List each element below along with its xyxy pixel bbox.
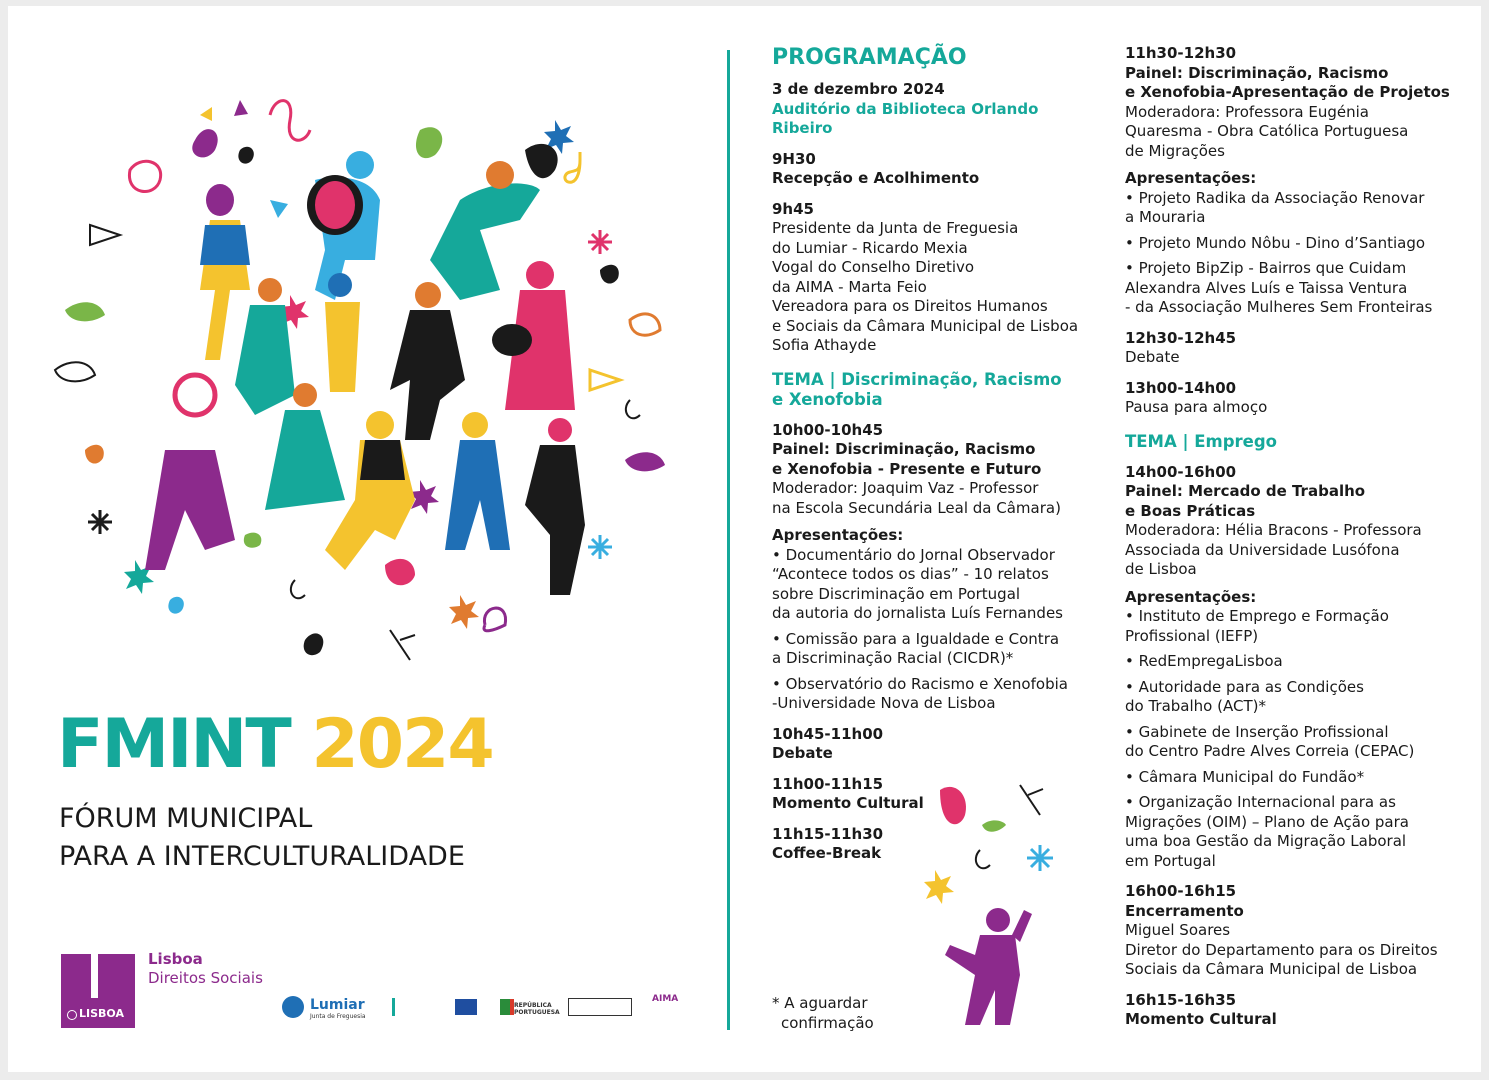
panel-moderator: na Escola Secundária Leal da Câmara) [772,498,1061,517]
panel-block [1125,463,1465,872]
lisboa-logo [61,954,135,1028]
brand-year: 2024 [311,705,493,784]
aima-logo-text: AIMA [652,994,679,1004]
schedule-text: Debate [1125,348,1180,366]
presentation-line: Profissional (IEFP) [1125,626,1259,645]
schedule-title: Encerramento [1125,901,1244,920]
panel-moderator: Associada da Universidade Lusófona [1125,540,1400,559]
panel-title: e Xenofobia-Apresentação de Projetos [1125,83,1450,101]
schedule-time: 16h00-16h15 [1125,882,1237,900]
panel-moderator: Moderadora: Professora Eugénia [1125,102,1369,121]
presentation-item [1125,234,1465,254]
presentation-item [1125,259,1465,318]
presentation-line: Alexandra Alves Luís e Taissa Ventura [1125,278,1408,297]
presentation-line: • Câmara Municipal do Fundão* [1125,767,1365,786]
presentation-item [1125,652,1465,672]
schedule-text: e Sociais da Câmara Municipal de Lisboa [772,316,1079,335]
presentation-line: “Acontece todos os dias” - 10 relatos [772,565,1049,583]
programme-column-1 [772,44,1112,875]
schedule-text: Miguel Soares [1125,921,1231,939]
presentation-item [772,630,1112,669]
lisboa-org-name: Lisboa [148,950,203,968]
schedule-time: 9h45 [772,199,814,218]
schedule-title: Momento Cultural [1125,1010,1277,1028]
schedule-text: Sofia Athayde [772,336,877,354]
event-subtitle [59,800,465,876]
panel-block [1125,44,1465,318]
presentation-item [772,675,1112,714]
schedule-time: 14h00-16h00 [1125,462,1237,481]
schedule-item [1125,379,1465,418]
fund-logo-icon [392,998,435,1016]
column-divider [727,50,730,1030]
schedule-text: Diretor do Departamento para os Direitos [1125,940,1438,959]
panel-title: Painel: Mercado de Trabalho [1125,482,1366,500]
schedule-item [772,150,1112,189]
presentation-line: • Observatório do Racismo e Xenofobia [772,674,1068,693]
theme-heading: TEMA | Emprego [1125,431,1277,451]
lumiar-logo-sub: Junta de Freguesia [310,1013,366,1020]
theme-line: TEMA | Discriminação, Racismo [772,369,1062,389]
presentation-line: • Projeto Radika da Associação Renovar [1125,188,1425,207]
schedule-time: 11h30-12h30 [1125,44,1237,62]
subtitle-line: PARA A INTERCULTURALIDADE [59,841,465,872]
note-line: * A aguardar [772,994,868,1012]
schedule-item [1125,329,1465,368]
schedule-title: Coffee-Break [772,844,882,862]
lisboa-logo-text: LISBOA [79,1007,124,1020]
presentation-line: Migrações (OIM) – Plano de Ação para [1125,812,1409,831]
schedule-item [772,725,1112,764]
republica-logo-icon [500,999,514,1015]
schedule-time: 11h15-11h30 [772,824,884,843]
subtitle-line: FÓRUM MUNICIPAL [59,803,313,834]
panel-moderator: Moderadora: Hélia Bracons - Professora [1125,521,1422,539]
presentation-line: • Documentário do Jornal Observador [772,545,1055,564]
presentation-item [1125,793,1465,871]
panel-title: Painel: Discriminação, Racismo [772,440,1036,458]
schedule-text: Vogal do Conselho Diretivo [772,258,975,276]
presentations-label: Apresentações: [1125,587,1257,606]
panel-title: Painel: Discriminação, Racismo [1125,63,1389,82]
programme-heading: PROGRAMAÇÃO [772,45,967,70]
presentation-line: • Comissão para a Igualdade e Contra [772,629,1060,648]
presentation-line: • Gabinete de Inserção Profissional [1125,722,1389,741]
schedule-text: Sociais da Câmara Municipal de Lisboa [1125,960,1418,978]
confetti-icon [1020,785,1043,815]
lumiar-logo-text: Lumiar [310,997,365,1013]
lisboa-direitos-sociais [148,950,263,988]
presentation-line: -Universidade Nova de Lisboa [772,694,996,712]
theme-heading [772,370,1112,410]
schedule-title: Recepção e Acolhimento [772,169,980,187]
presentation-item [1125,189,1465,228]
panel-title: e Boas Práticas [1125,501,1256,520]
presentations-label: Apresentações: [1125,169,1257,187]
venue-line: Auditório da Biblioteca Orlando [772,99,1039,118]
presentation-line: - da Associação Mulheres Sem Fronteiras [1125,298,1433,316]
presentations-label: Apresentações: [772,526,904,544]
event-brand-title [57,705,493,785]
eu-flag-icon [455,999,477,1015]
presentation-line: • RedEmpregaLisboa [1125,652,1283,670]
schedule-text: do Lumiar - Ricardo Mexia [772,238,968,257]
schedule-text: Presidente da Junta de Freguesia [772,219,1019,237]
presentation-line: em Portugal [1125,851,1216,870]
presentation-line: • Instituto de Emprego e Formação [1125,607,1389,625]
presentation-line: do Trabalho (ACT)* [1125,697,1266,715]
schedule-time: 10h00-10h45 [772,420,884,439]
lisboa-org-sub: Direitos Sociais [148,969,263,987]
presentation-item [772,546,1112,624]
leaf-icon [982,820,1006,831]
panel-moderator: de Migrações [1125,141,1225,160]
panel-block [772,421,1112,714]
note-line: confirmação [781,1013,874,1032]
schedule-text: Vereadora para os Direitos Humanos [772,297,1048,315]
event-date-venue [772,80,1112,139]
presentation-item [1125,723,1465,762]
schedule-title: Momento Cultural [772,794,924,812]
presentation-line: da autoria do jornalista Luís Fernandes [772,604,1063,622]
republica-logo-text: REPÚBLICA PORTUGUESA [514,1002,560,1016]
presentation-line: a Mouraria [1125,208,1206,226]
panel-moderator: Quaresma - Obra Católica Portuguesa [1125,122,1409,140]
dancer-figures [145,144,585,595]
schedule-text: Pausa para almoço [1125,398,1268,416]
brand-acronym: FMINT [57,705,290,784]
presentation-item [1125,768,1465,788]
presentation-line: a Discriminação Racial (CICDR)* [772,649,1014,667]
schedule-time: 12h30-12h45 [1125,328,1237,347]
presentation-line: • Projeto BipZip - Bairros que Cuidam [1125,259,1407,277]
presentation-line: sobre Discriminação em Portugal [772,584,1021,603]
presentation-line: • Autoridade para as Condições [1125,677,1364,696]
schedule-time: 9H30 [772,149,816,168]
crest-icon [67,1010,77,1020]
leaf-icon [940,787,966,824]
panel-moderator: de Lisboa [1125,560,1197,578]
theme-line: e Xenofobia [772,389,883,409]
presentation-line: uma boa Gestão da Migração Laboral [1125,832,1407,850]
schedule-item [772,200,1112,356]
presentation-item [1125,607,1465,646]
schedule-time: 16h15-16h35 [1125,990,1237,1009]
schedule-time: 13h00-14h00 [1125,378,1237,397]
event-date: 3 de dezembro 2024 [772,80,945,98]
presentation-item [1125,678,1465,717]
schedule-item [1125,991,1465,1030]
venue-line: Ribeiro [772,119,833,137]
panel-title: e Xenofobia - Presente e Futuro [772,459,1042,478]
snowflake-icon [1027,845,1053,871]
presentation-line: • Organização Internacional para as [1125,793,1396,811]
confirmation-note [772,994,874,1033]
dancer-figure [945,935,1020,1025]
presentation-line: do Centro Padre Alves Correia (CEPAC) [1125,742,1415,760]
presentation-line: • Projeto Mundo Nôbu - Dino d’Santiago [1125,233,1426,252]
star-icon [924,870,954,904]
lumiar-logo-icon [282,996,304,1018]
dancers-illustration [40,40,680,680]
sgmai-logo-icon [568,998,632,1016]
swirl-icon [976,850,990,868]
schedule-title: Debate [772,744,833,762]
panel-moderator: Moderador: Joaquim Vaz - Professor [772,479,1039,497]
dancer-decoration [920,770,1070,1030]
schedule-time: 11h00-11h15 [772,774,884,793]
schedule-text: da AIMA - Marta Feio [772,277,927,296]
schedule-item [1125,882,1465,980]
schedule-time: 10h45-11h00 [772,724,884,743]
programme-column-2 [1125,44,1465,1041]
